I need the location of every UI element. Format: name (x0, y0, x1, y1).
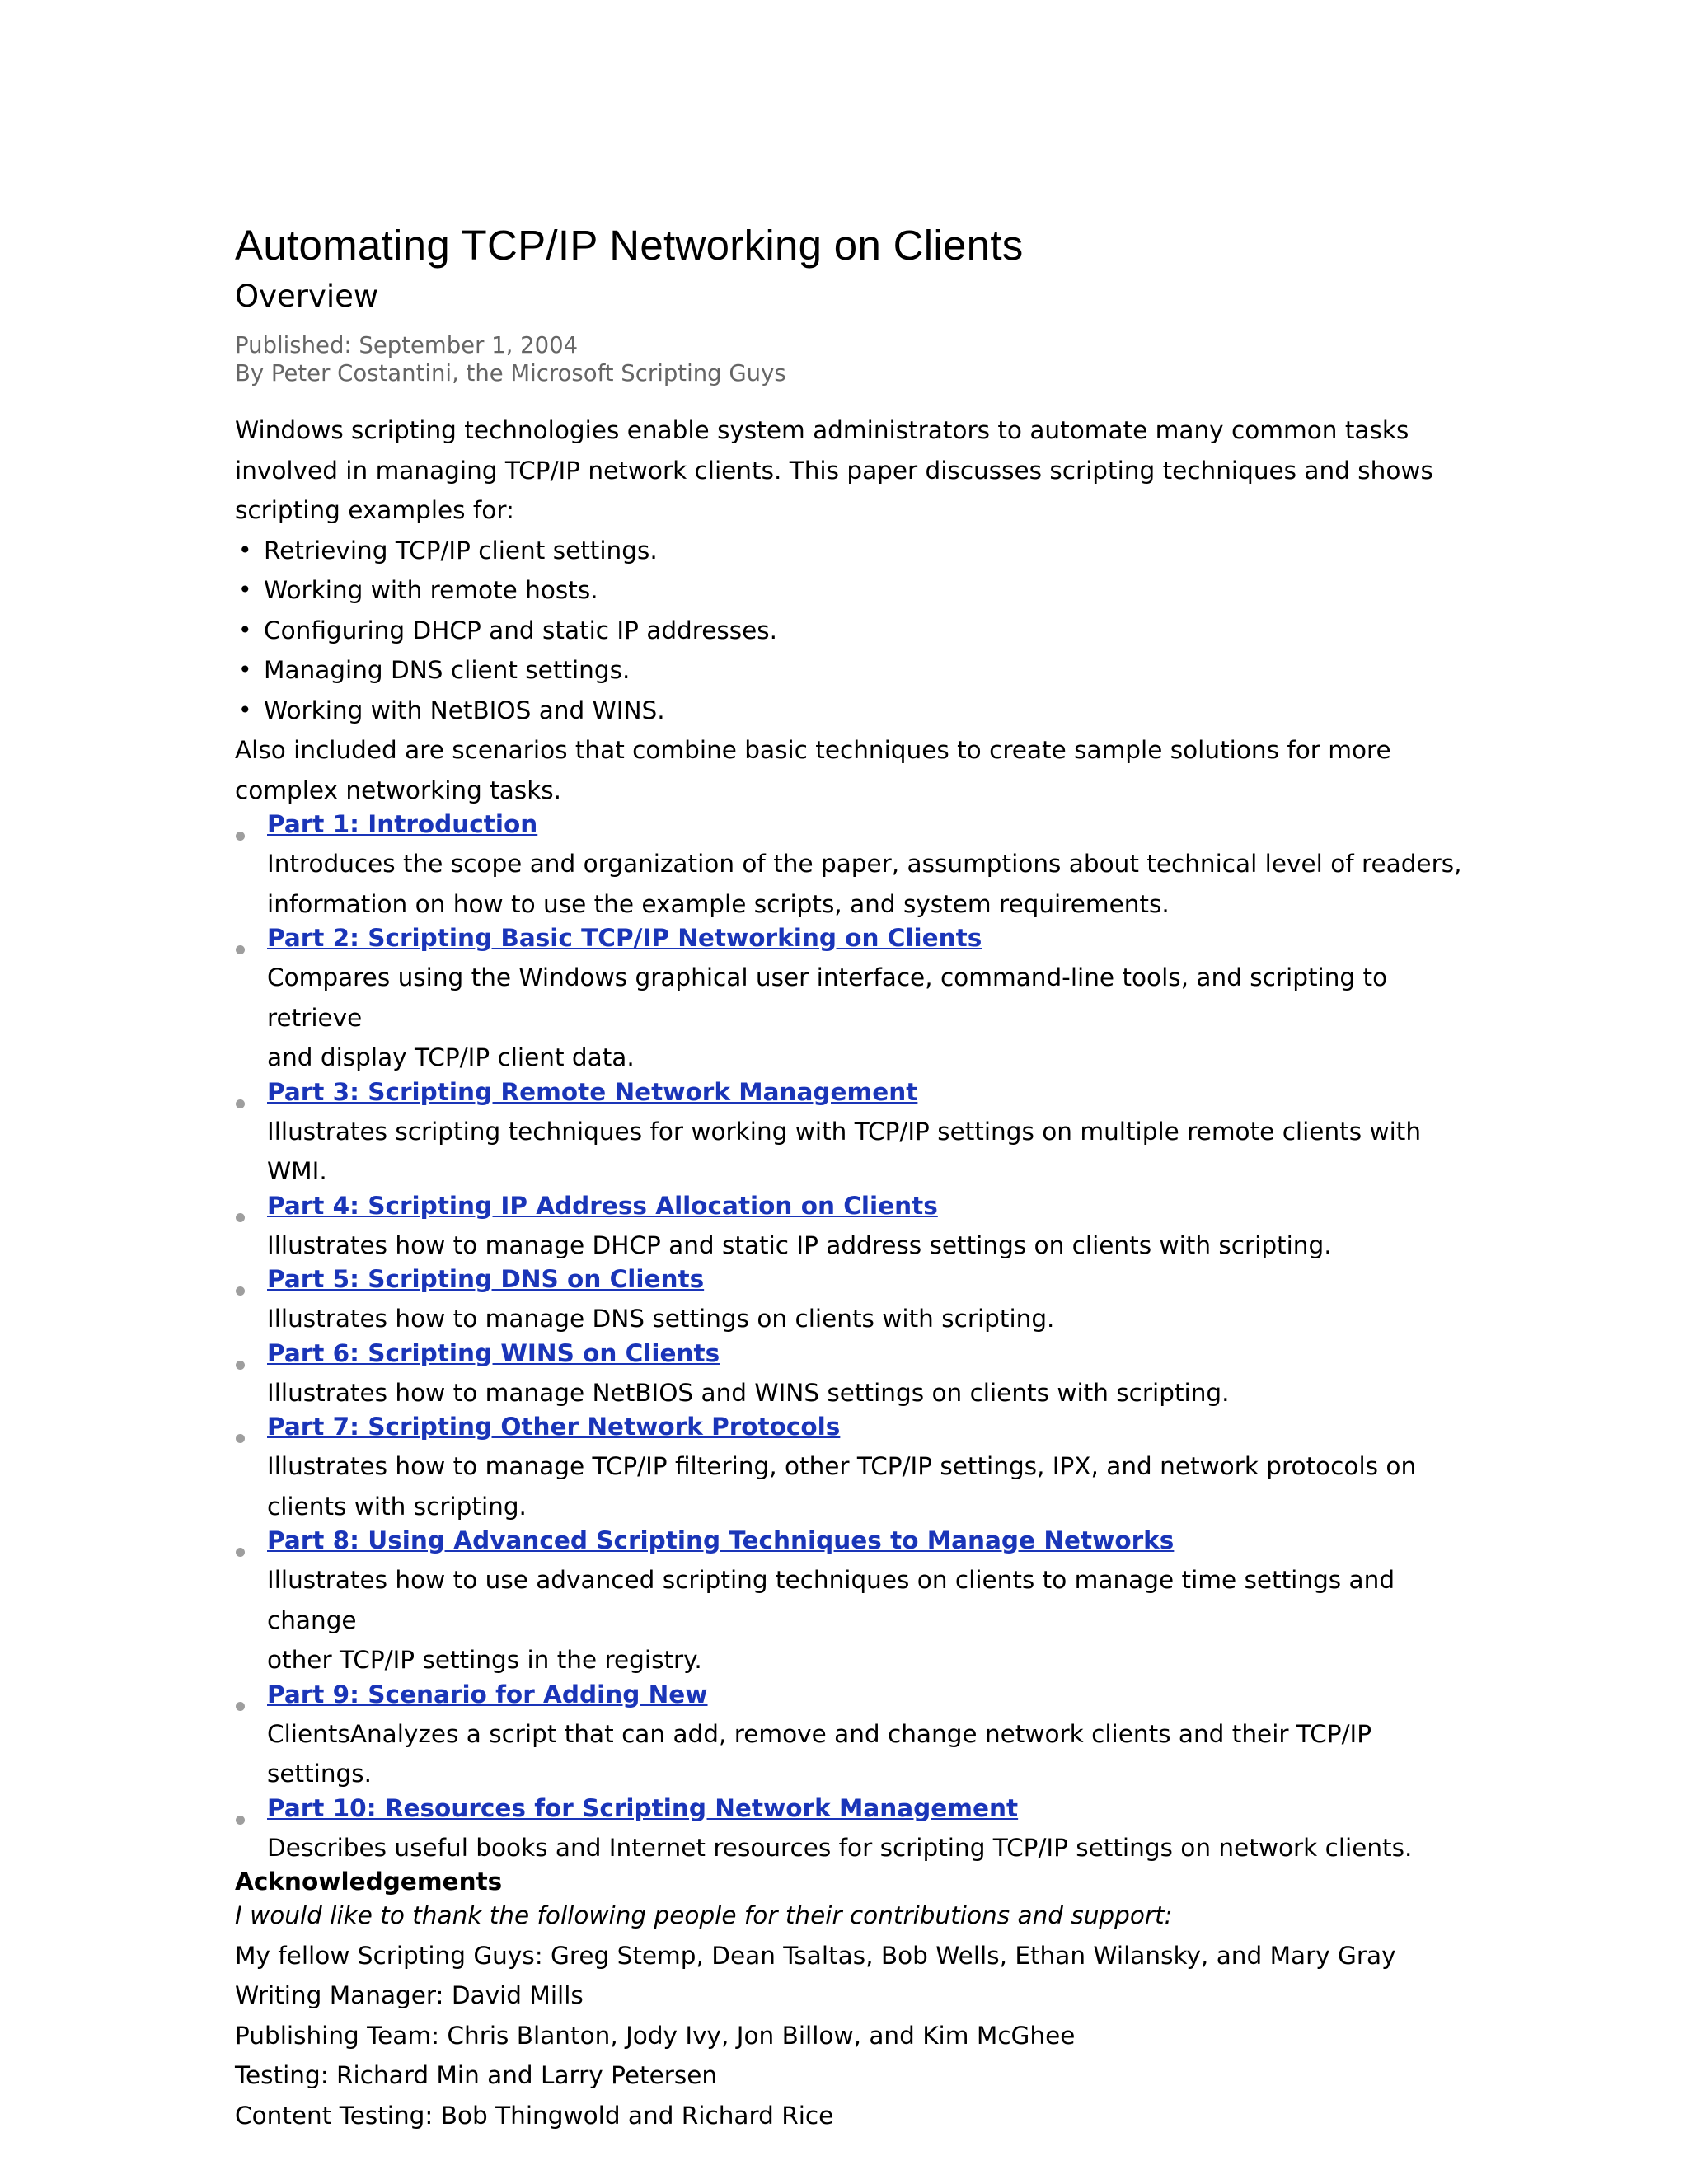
acknowledgement-line: My fellow Scripting Guys: Greg Stemp, Dean Tsaltas, Bob Wells, Ethan Wilansky, and Mary Gray (235, 1941, 1396, 1970)
intro-paragraph (235, 410, 1471, 531)
topic-list-item (235, 611, 1471, 651)
topic-text: Retrieving TCP/IP client settings. (264, 536, 658, 565)
acknowledgement-line: Publishing Team: Chris Blanton, Jody Ivy, Jon Billow, and Kim McGhee (235, 2021, 1076, 2050)
part-description-line: and display TCP/IP client data. (267, 1043, 635, 1071)
acknowledgement-line: Testing: Richard Min and Larry Petersen (235, 2061, 718, 2089)
part-item (235, 1339, 1471, 1413)
part-item (235, 924, 1471, 1078)
parts-list (235, 810, 1471, 1868)
part-3-link[interactable]: Part 3: Scripting Remote Network Management (267, 1077, 918, 1106)
circle-bullet-icon (236, 832, 245, 841)
document-page (235, 216, 1471, 2135)
part-description-line: Introduces the scope and organization of the paper, assumptions about technical level of readers, (267, 850, 1462, 878)
part-description (267, 844, 1471, 924)
byline: By Peter Costantini, the Microsoft Scripting Guys (235, 360, 786, 387)
part-description-line: ClientsAnalyzes a script that can add, remove and change network clients and their TCP/IP settings. (267, 1719, 1372, 1788)
intro-line: scripting examples for: (235, 496, 514, 524)
circle-bullet-icon (236, 1286, 245, 1296)
part-item (235, 1265, 1471, 1339)
circle-bullet-icon (236, 1816, 245, 1825)
part-item (235, 1192, 1471, 1266)
part-description-line: Describes useful books and Internet resources for scripting TCP/IP settings on network clients. (267, 1833, 1413, 1862)
topic-list (235, 531, 1471, 731)
part-4-link[interactable]: Part 4: Scripting IP Address Allocation on Clients (267, 1191, 938, 1220)
page-title: Automating TCP/IP Networking on Clients (235, 222, 1024, 269)
bullet-icon: • (238, 616, 252, 644)
acknowledgements-heading: Acknowledgements (235, 1868, 503, 1896)
part-description-line: Illustrates how to manage NetBIOS and WINS settings on clients with scripting. (267, 1378, 1230, 1407)
part-description-line: clients with scripting. (267, 1492, 527, 1521)
bullet-icon: • (238, 696, 252, 724)
circle-bullet-icon (236, 1702, 245, 1711)
circle-bullet-icon (236, 1213, 245, 1222)
part-description (267, 1714, 1471, 1794)
circle-bullet-icon (236, 945, 245, 954)
part-description-line: Illustrates how to manage DHCP and static IP address settings on clients with scripting. (267, 1230, 1332, 1259)
bullet-icon: • (238, 536, 252, 564)
circle-bullet-icon (236, 1361, 245, 1370)
part-description (267, 1560, 1471, 1680)
part-9-link[interactable]: Part 9: Scenario for Adding New (267, 1680, 708, 1708)
part-1-link[interactable]: Part 1: Introduction (267, 810, 538, 838)
part-description-line: Illustrates how to manage DNS settings on clients with scripting. (267, 1305, 1055, 1333)
part-10-link[interactable]: Part 10: Resources for Scripting Network Management (267, 1793, 1019, 1822)
part-description (267, 1373, 1471, 1413)
topic-text: Configuring DHCP and static IP addresses. (264, 616, 778, 644)
acknowledgements-intro: I would like to thank the following people for their contributions and support: (235, 1901, 1173, 1929)
part-item (235, 1413, 1471, 1526)
intro-closing (235, 730, 1471, 810)
topic-text: Working with remote hosts. (264, 576, 598, 604)
part-description-line: WMI. (267, 1157, 327, 1185)
part-5-link[interactable]: Part 5: Scripting DNS on Clients (267, 1265, 705, 1293)
intro-line: Windows scripting technologies enable system administrators to automate many common tasks (235, 416, 1409, 444)
circle-bullet-icon (236, 1099, 245, 1108)
part-6-link[interactable]: Part 6: Scripting WINS on Clients (267, 1338, 720, 1367)
part-description (267, 1446, 1471, 1526)
topic-list-item (235, 570, 1471, 611)
part-description-line: Compares using the Windows graphical user interface, command-line tools, and scripting to retrieve (267, 963, 1388, 1032)
part-description-line: other TCP/IP settings in the registry. (267, 1646, 702, 1674)
part-description-line: information on how to use the example scripts, and system requirements. (267, 889, 1170, 918)
acknowledgements-body (235, 1896, 1471, 2135)
topic-text: Managing DNS client settings. (264, 656, 631, 684)
part-description-line: Illustrates how to manage TCP/IP filtering, other TCP/IP settings, IPX, and network protocols on (267, 1452, 1417, 1480)
part-item (235, 1794, 1471, 1868)
part-description (267, 1112, 1471, 1192)
part-7-link[interactable]: Part 7: Scripting Other Network Protocols (267, 1413, 841, 1441)
part-8-link[interactable]: Part 8: Using Advanced Scripting Techniques to Manage Networks (267, 1526, 1175, 1554)
published-date: Published: September 1, 2004 (235, 332, 579, 359)
bullet-icon: • (238, 576, 252, 603)
acknowledgement-line: Writing Manager: David Mills (235, 1981, 584, 2009)
publication-meta (235, 331, 1471, 387)
page-subtitle: Overview (235, 279, 379, 314)
part-description (267, 1226, 1471, 1266)
topic-list-item (235, 691, 1471, 731)
part-item (235, 1526, 1471, 1680)
part-item (235, 810, 1471, 924)
topic-list-item (235, 531, 1471, 571)
part-item (235, 1078, 1471, 1192)
closing-line: complex networking tasks. (235, 776, 562, 804)
part-description-line: Illustrates scripting techniques for working with TCP/IP settings on multiple remote clients with (267, 1117, 1422, 1146)
circle-bullet-icon (236, 1434, 245, 1443)
topic-text: Working with NetBIOS and WINS. (264, 696, 665, 724)
topic-list-item (235, 650, 1471, 691)
part-description (267, 1828, 1471, 1868)
part-description (267, 958, 1471, 1078)
acknowledgement-line: Content Testing: Bob Thingwold and Richard Rice (235, 2101, 834, 2130)
part-description (267, 1299, 1471, 1339)
part-description-line: Illustrates how to use advanced scripting techniques on clients to manage time settings and change (267, 1566, 1395, 1634)
closing-line: Also included are scenarios that combine basic techniques to create sample solutions for more (235, 736, 1391, 764)
bullet-icon: • (238, 656, 252, 683)
intro-line: involved in managing TCP/IP network clients. This paper discusses scripting techniques and shows (235, 456, 1433, 485)
part-2-link[interactable]: Part 2: Scripting Basic TCP/IP Networking on Clients (267, 924, 982, 952)
part-item (235, 1680, 1471, 1794)
circle-bullet-icon (236, 1548, 245, 1557)
